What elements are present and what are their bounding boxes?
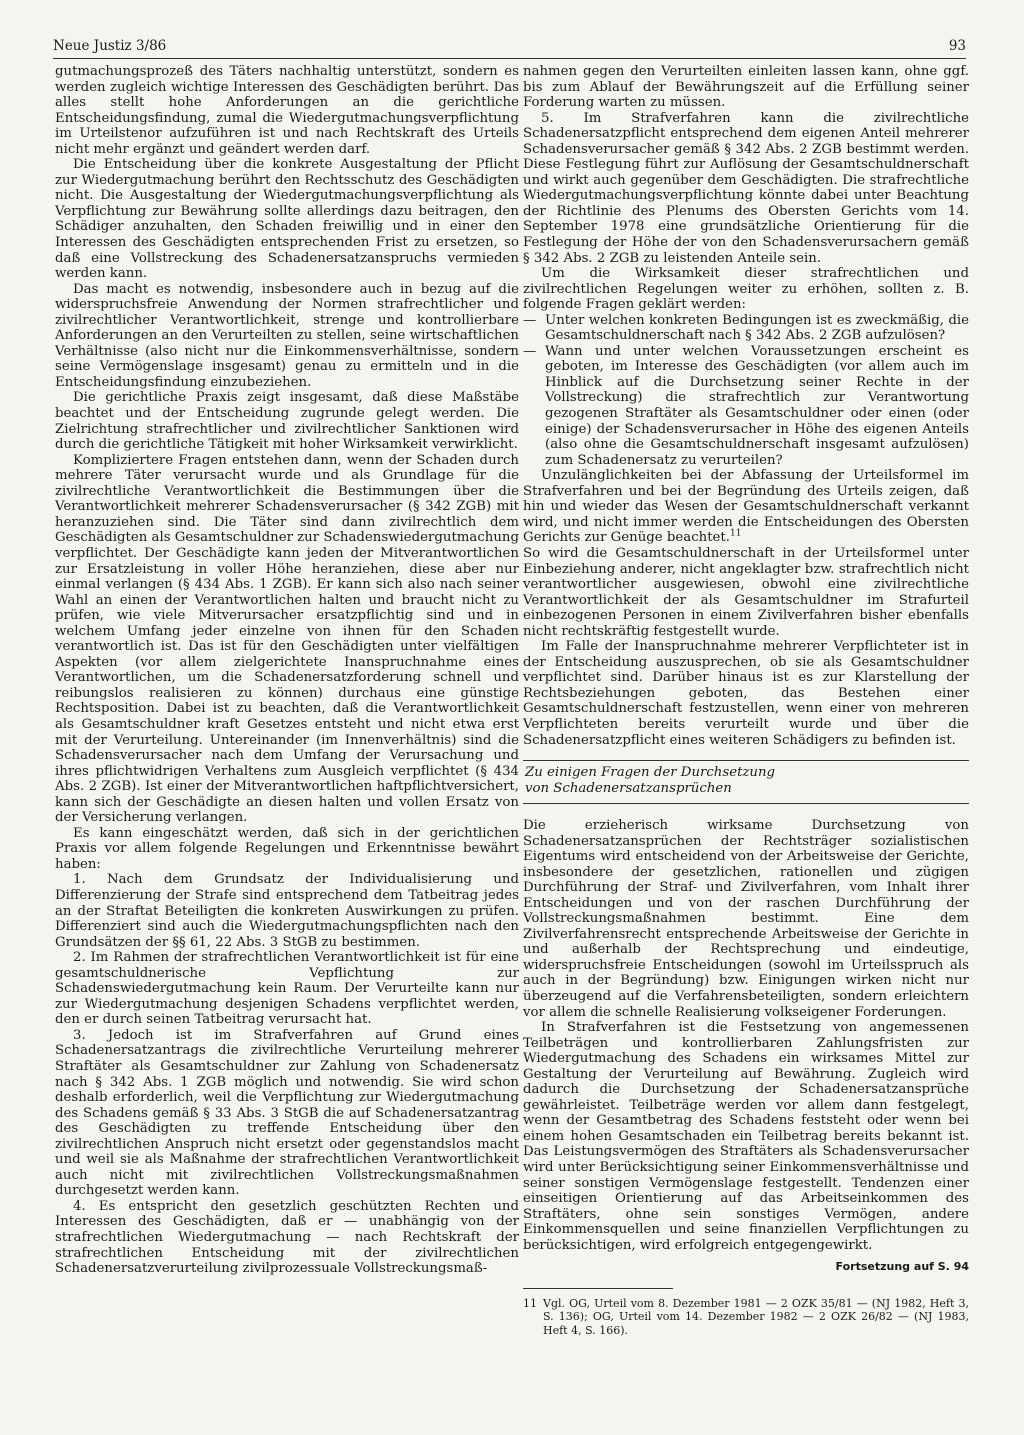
paragraph-text: 3. Jedoch ist im Strafverfahren auf Grund eines Schadenersatzantrags die zivilrechtliche Verurteilung mehrerer Straftäter als Gesamtschuldner zur Zahlung von Schadenersatz nach § 342 Abs. 1 ZGB möglich und notwendig. Sie wird schon deshalb erforderlich, weil die Verpflichtung zur Wiedergutmachung des Schadens gemäß § 33 Abs. 3 StGB die auf Schadenersatzantrag des Geschädigten zu treffende Entscheidung über den zivilrechtlichen Anspruch nicht ersetzt oder gegenstandslos macht und weil sie als Maßnahme der strafrechtlichen Verantwortlichkeit auch nicht mit zivilrechtlichen Vollstreckungsmaßnahmen durchgesetzt werden kann.	[55, 1027, 519, 1199]
paragraph-text: nahmen gegen den Verurteilten einleiten lassen kann, ohne ggf. bis zum Ablauf der Bewährungszeit auf die Erfüllung seiner Forderung warten zu müssen.	[523, 64, 969, 111]
paragraph	[55, 390, 519, 452]
paragraph	[523, 111, 969, 266]
paragraph	[55, 453, 519, 826]
footnote-text: Vgl. OG, Urteil vom 8. Dezember 1981 — 2 OZK 35/81 — (NJ 1982, Heft 3, S. 136); OG, Urteil vom 14. Dezember 1982 — 2 OZK 26/82 — (NJ 1983, Heft 4, S. 166).	[543, 1297, 969, 1337]
section-heading	[523, 760, 969, 804]
paragraph-text: Die gerichtliche Praxis zeigt insgesamt, daß diese Maßstäbe beachtet und der Entscheidung zugrunde gelegt werden. Die Zielrichtung strafrechtlicher und zivilrechtlicher Sanktionen wird durch die gerichtliche Tätigkeit mit hoher Wirksamkeit verwirklicht.	[55, 390, 519, 453]
paragraph-text: 2. Im Rahmen der strafrechtlichen Verantwortlichkeit ist für eine gesamtschuldnerische Vepflichtung zur Schadenswiedergutmachung kein Raum. Der Verurteilte kann nur zur Wiedergutmachung desjenigen Schadens verpflichtet werden, den er durch seinen Tatbeitrag verursacht hat.	[55, 950, 519, 1028]
paragraph-text: Kompliziertere Fragen entstehen dann, wenn der Schaden durch mehrere Täter verursacht wurde und als Grundlage für die zivilrechtliche Verantwortlichkeit die Bestimmungen über die Verantwortlichkeit mehrerer Schadensverursacher (§ 342 ZGB) mit heranzuziehen sind. Die Täter sind dann zivilrechtlich dem Geschädigten als Gesamtschuldner zur Schadenswiedergutmachung verpflichtet. Der Geschädigte kann jeden der Mitverantwortlichen zur Ersatzleistung in voller Höhe heranziehen, diese aber nur einmal verlangen (§ 434 Abs. 1 ZGB). Er kann sich also nach seiner Wahl an einen der Verantwortlichen halten und braucht nicht zu prüfen, wie viele Mitverursacher ersatzpflichtig sind und in welchem Umfang jeder einzelne von ihnen für den Schaden verantwortlich ist. Das ist für den Geschädigten unter vielfältigen Aspekten (vor allem zielgerichtete Inanspruchnahme eines Verantwortlichen, um die Schadenersatzforderung schnell und reibungslos realisieren zu können) durchaus eine günstige Rechtsposition. Dabei ist zu beachten, daß die Verantwortlichkeit als Gesamtschuldner kraft Gesetzes entsteht und nicht etwa erst mit der Verurteilung. Untereinander (im Innenverhältnis) sind die Schadensverursacher nach dem Umfang der Verursachung und ihres pflichtwidrigen Verhaltens zum Ausgleich verpflichtet (§ 434 Abs. 2 ZGB). Ist einer der Mitverantwortlichen haftpflichtversichert, kann sich der Geschädigte an diesen halten und vollen Ersatz von der Versicherung verlangen.	[55, 452, 519, 826]
paragraph	[55, 1028, 519, 1199]
left-column	[55, 64, 519, 1277]
paragraph	[523, 1020, 969, 1253]
right-column-paragraphs-continued	[523, 468, 969, 748]
paragraph	[523, 818, 969, 1020]
paragraph	[523, 639, 969, 748]
page-number: 93	[948, 38, 966, 54]
page-header	[53, 36, 966, 59]
right-column	[523, 64, 969, 1337]
paragraph	[55, 826, 519, 873]
paragraph	[55, 950, 519, 1028]
footnote	[523, 1297, 969, 1337]
paragraph-text: 1. Nach dem Grundsatz der Individualisierung und Differenzierung der Strafe sind entsprechend dem Tatbeitrag jedes an der Straftat Beteiligten die konkreten Auswirkungen zu prüfen. Differenziert sind auch die Wiedergutmachungspflichten nach den Grundsätzen der §§ 61, 22 Abs. 3 StGB zu bestimmen.	[55, 872, 519, 950]
journal-title: Neue Justiz 3/86	[53, 38, 167, 54]
paragraph	[523, 468, 969, 546]
question-item: — Wann und unter welchen Voraussetzungen erscheint es geboten, im Interesse des Geschädigten (vor allem auch im Hinblick auf die Durchsetzung seiner Rechte in der Vollstreckung) die strafrechtlich zur Verantwortung gezogenen Straftäter als Gesamtschuldner oder einen (oder einige) der Schadensverursacher in Höhe des eigenen Anteils (also ohne die Gesamtschuldnerschaft insgesamt aufzulösen) zum Schadenersatz zu verurteilen?	[523, 344, 969, 468]
paragraph-text: In Strafverfahren ist die Festsetzung von angemessenen Teilbeträgen und kontrollierbaren Zahlungsfristen zur Wiedergutmachung des Schadens ein wirksames Mittel zur Gestaltung der Verurteilung auf Bewährung. Zugleich wird dadurch die Durchsetzung der Schadenersatzansprüche gewährleistet. Teilbeträge werden vor allem dann festgelegt, wenn der Gesamtbetrag des Schadens feststeht oder wenn bei einem hohen Gesamtschaden ein Teilbetrag bereits bekannt ist. Das Leistungsvermögen des Straftäters als Schadensverursacher wird unter Berücksichtigung seiner Einkommensverhältnisse und seiner sonstigen Vermögenslage festgestellt. Tendenzen einer einseitigen Orientierung auf das Arbeitseinkommen des Straftäters, ohne sein sonstiges Vermögen, andere Einkommensquellen und seine finanziellen Verpflichtungen zu berücksichtigen, wird erfolgreich entgegengewirkt.	[523, 1020, 969, 1253]
paragraph-text: Im Falle der Inanspruchnahme mehrerer Verpflichteter ist in der Entscheidung auszusprechen, ob sie als Gesamtschuldner verpflichtet sind. Darüber hinaus ist es zur Klarstellung der Rechtsbeziehungen geboten, das Bestehen einer Gesamtschuldnerschaft festzustellen, wenn einer von mehreren Verpflichteten bereits verurteilt wurde und über die Schadenersatzpflicht eines weiteren Schädigers zu befinden ist.	[523, 639, 969, 748]
paragraph	[523, 266, 969, 313]
section-heading-line: Zu einigen Fragen der Durchsetzung	[525, 765, 776, 781]
paragraph-text: Die erzieherisch wirksame Durchsetzung von Schadenersatzansprüchen der Rechtsträger sozialistischen Eigentums wird entscheidend von der Arbeitsweise der Gerichte, insbesondere der gesetzlichen, rationellen und zügigen Durchführung der Straf- und Zivilverfahren, vom Inhalt ihrer Entscheidungen und von der raschen Durchführung der Vollstreckungsmaßnahmen bestimmt. Eine dem Zivilverfahrensrecht entsprechende Arbeitsweise der Gerichte in und außerhalb der Rechtsprechung und eindeutige, widerspruchsfreie Entscheidungen (sowohl im Urteilsspruch als auch in der Begründung) bzw. Einigungen wirken nicht nur überzeugend auf die Verfahrensbeteiligten, sondern erleichtern vor allem die schnelle Realisierung volkseigener Forderungen.	[523, 817, 969, 1020]
section-heading-line: von Schadenersatzansprüchen	[525, 781, 732, 797]
paragraph	[55, 872, 519, 950]
paragraph-text: So wird die Gesamtschuldnerschaft in der Urteilsformel unter Einbeziehung anderer, nicht angeklagter bzw. strafrechtlich nicht verantwortlicher ausgewiesen, obwohl eine zivilrechtliche Verantwortlichkeit der als Gesamtschuldner im Strafurteil einbezogenen Personen in einem Zivilverfahren bisher ebenfalls nicht rechtskräftig festgestellt wurde.	[523, 545, 969, 639]
paragraph	[55, 157, 519, 281]
paragraph-text: Unzulänglichkeiten bei der Abfassung der Urteilsformel im Strafverfahren und bei der Begründung des Urteils zeigen, daß hin und wieder das Wesen der Gesamtschuldnerschaft verkannt wird, und nicht immer werden die Entscheidungen des Obersten Gerichts zur Genüge beachtet.	[523, 468, 969, 546]
footnote-reference: 11	[730, 528, 742, 539]
continued-note: Fortsetzung auf S. 94	[835, 1260, 969, 1274]
paragraph-text: Die Entscheidung über die konkrete Ausgestaltung der Pflicht zur Wiedergutmachung berührt den Rechtsschutz des Geschädigten nicht. Die Ausgestaltung der Wiedergutmachungsverpflichtung als Verpflichtung zur Bewährung sollte allerdings dazu beitragen, den Schädiger anzuhalten, den Schaden freiwillig und in einer den Interessen des Geschädigten entsprechenden Frist zu ersetzen, so daß eine Vollstreckung des Schadenersatzanspruchs vermieden werden kann.	[55, 157, 519, 282]
paragraph	[55, 1199, 519, 1277]
section-body	[523, 818, 969, 1253]
paragraph-text: gutmachungsprozeß des Täters nachhaltig unterstützt, sondern es werden zugleich wichtige Interessen des Geschädigten berührt. Das alles stellt hohe Anforderungen an die gerichtliche Entscheidungsfindung, zumal die Wiedergutmachungsverpflichtung im Urteilstenor aufzuführen ist und nach Rechtskraft des Urteils nicht mehr ergänzt und geändert werden darf.	[55, 64, 519, 157]
paragraph	[523, 546, 969, 639]
paragraph-text: Um die Wirksamkeit dieser strafrechtlichen und zivilrechtlichen Regelungen weiter zu erhöhen, sollten z. B. folgende Fragen geklärt werden:	[523, 266, 969, 313]
question-item: — Unter welchen konkreten Bedingungen ist es zweckmäßig, die Gesamtschuldnerschaft nach § 342 Abs. 2 ZGB aufzulösen?	[523, 313, 969, 344]
question-list	[523, 313, 969, 468]
footnote-number: 11	[523, 1297, 537, 1311]
paragraph	[55, 282, 519, 391]
paragraph	[523, 64, 969, 111]
paragraph-text: 5. Im Strafverfahren kann die zivilrechtliche Schadenersatzpflicht entsprechend dem eigenen Anteil mehrerer Schadensverursacher gemäß § 342 Abs. 2 ZGB bestimmt werden. Diese Festlegung führt zur Auflösung der Gesamtschuldnerschaft und wirkt auch gegenüber dem Geschädigten. Die strafrechtliche Wiedergutmachungsverpflichtung könnte dabei unter Beachtung der Richtlinie des Plenums des Obersten Gerichts vom 14. September 1978 eine grundsätzliche Orientierung für die Festlegung der Höhe der von den Schadensverursachern gemäß § 342 Abs. 2 ZGB zu leistenden Anteile sein.	[523, 110, 969, 266]
paragraph-text: Es kann eingeschätzt werden, daß sich in der gerichtlichen Praxis vor allem folgende Regelungen und Erkenntnisse bewährt haben:	[55, 825, 519, 872]
right-column-paragraphs	[523, 64, 969, 313]
paragraph	[55, 64, 519, 157]
paragraph-text: Das macht es notwendig, insbesondere auch in bezug auf die widerspruchsfreie Anwendung der Normen strafrechtlicher und zivilrechtlicher Verantwortlichkeit, strenge und kontrollierbare Anforderungen an den Verurteilten zu stellen, seine wirtschaftlichen Verhältnisse (also nicht nur die Einkommensverhältnisse, sondern seine Vermögenslage insgesamt) genau zu ermitteln und in die Entscheidungsfindung einzubeziehen.	[55, 281, 519, 390]
footnote-divider	[523, 1288, 673, 1289]
paragraph-text: 4. Es entspricht den gesetzlich geschützten Rechten und Interessen des Geschädigten, daß er — unabhängig von der strafrechtlichen Wiedergutmachung — nach Rechtskraft der strafrechtlichen Entscheidung mit der zivilrechtlichen Schadenersatzverurteilung zivilprozessuale Vollstreckungsmaß-	[55, 1198, 519, 1277]
